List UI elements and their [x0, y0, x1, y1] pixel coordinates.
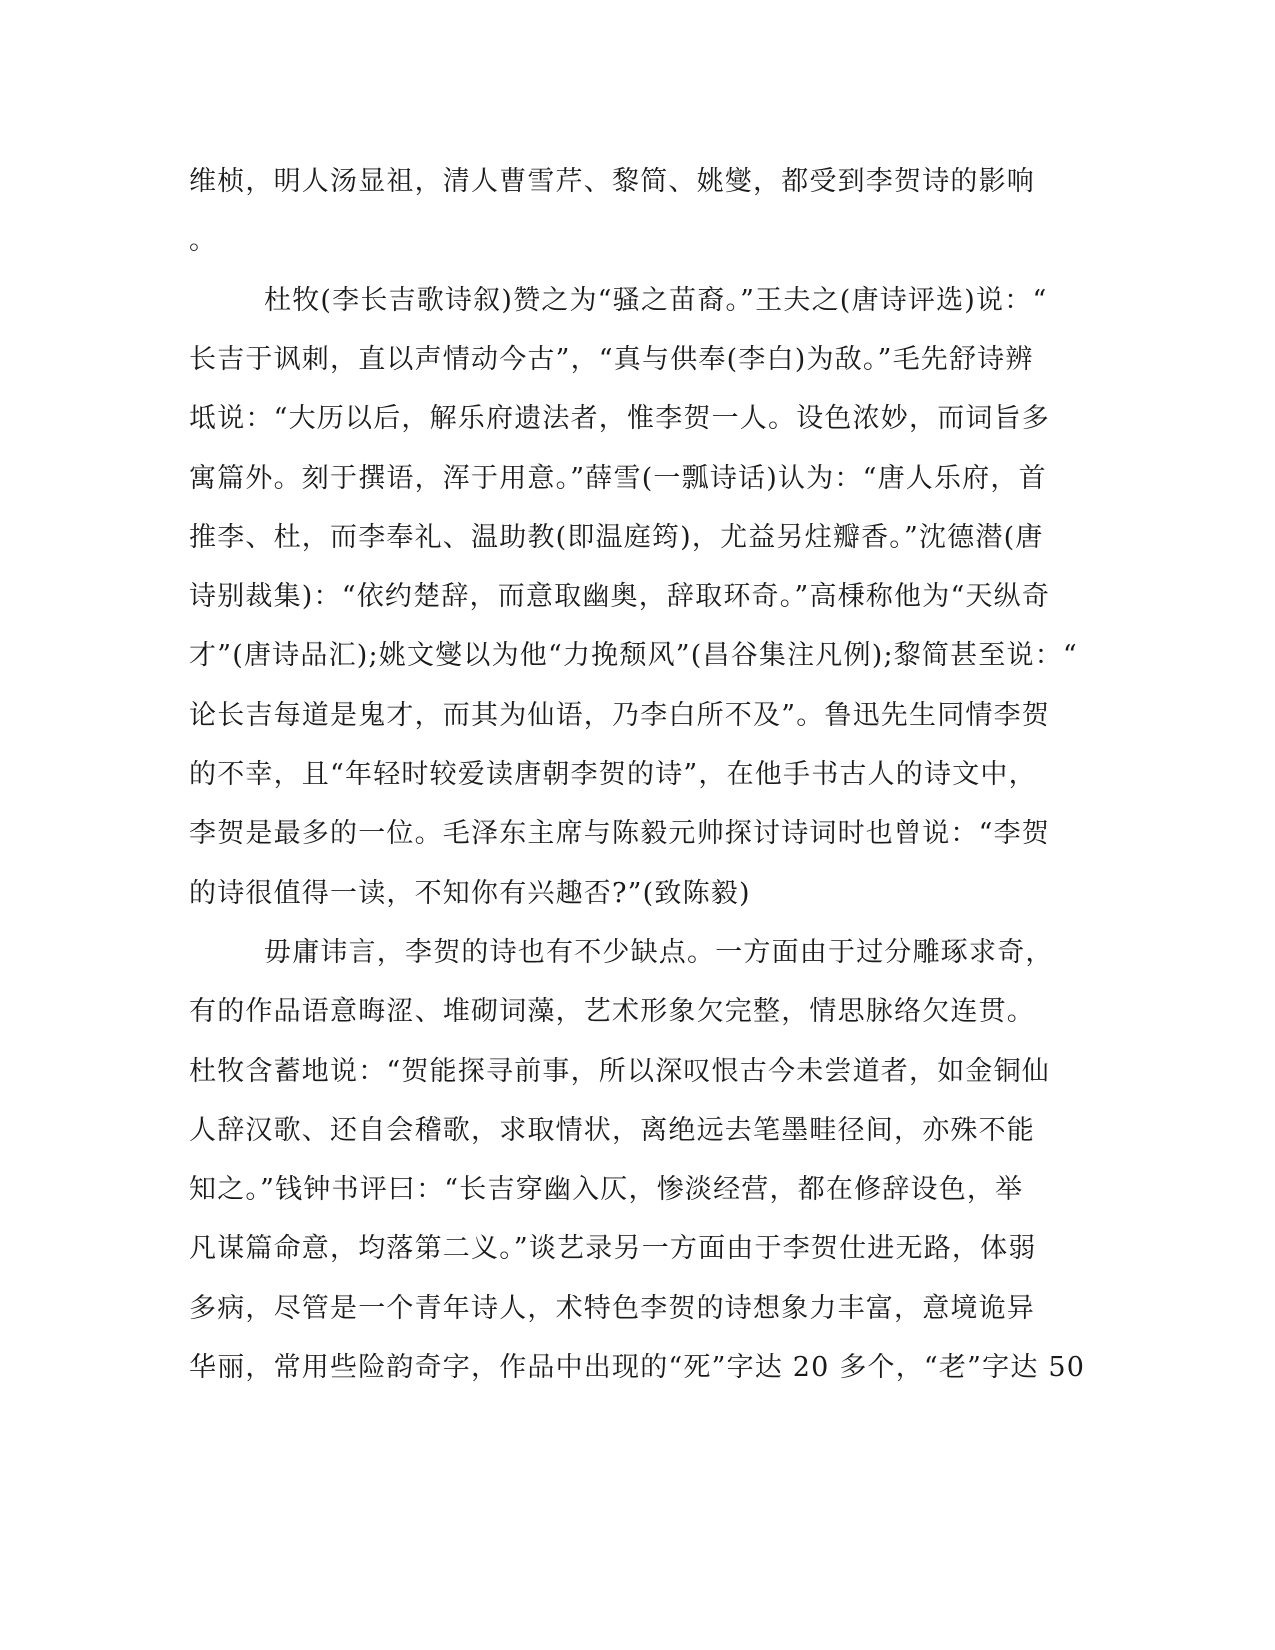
text-line: 多病，尽管是一个青年诗人，术特色李贺的诗想象力丰富，意境诡异	[189, 1293, 1035, 1324]
text-line: 寓篇外。刻于撰语，浑于用意。”薛雪(一瓢诗话)认为：“唐人乐府，首	[189, 463, 1047, 494]
text-line: 杜牧(李长吉歌诗叙)赞之为“骚之苗裔。”王夫之(唐诗评选)说：“	[264, 285, 1048, 316]
text-line: 凡谋篇命意，均落第二义。”谈艺录另一方面由于李贺仕进无路，体弱	[189, 1233, 1037, 1264]
text-line: 诗别裁集)：“依约楚辞，而意取幽奥，辞取环奇。”高棅称他为“天纵奇	[189, 581, 1051, 612]
text-line: 知之。”钱钟书评曰：“长吉穿幽入仄，惨淡经营，都在修辞设色，举	[189, 1174, 1024, 1205]
text-line: 坻说：“大历以后，解乐府遗法者，惟李贺一人。设色浓妙，而词旨多	[189, 403, 1051, 434]
text-line: 推李、杜，而李奉礼、温助教(即温庭筠)，尤益另炷瓣香。”沈德潜(唐	[189, 522, 1044, 553]
text-line: 华丽，常用些险韵奇字，作品中出现的“死”字达 20 多个，“老”字达 50	[189, 1352, 1086, 1383]
text-line: 。	[189, 225, 218, 256]
text-line: 的不幸，且“年轻时较爱读唐朝李贺的诗”，在他手书古人的诗文中，	[189, 759, 1037, 790]
text-line: 有的作品语意晦涩、堆砌词藻，艺术形象欠完整，情思脉络欠连贯。	[189, 996, 1035, 1027]
text-line: 才”(唐诗品汇);姚文燮以为他“力挽颓风”(昌谷集注凡例);黎简甚至说：“	[189, 640, 1078, 671]
text-line: 杜牧含蓄地说：“贺能探寻前事，所以深叹恨古今未尝道者，如金铜仙	[189, 1056, 1051, 1087]
text-line: 毋庸讳言，李贺的诗也有不少缺点。一方面由于过分雕琢求奇，	[264, 937, 1054, 968]
text-line: 的诗很值得一读，不知你有兴趣否?”(致陈毅)	[189, 878, 751, 909]
text-line: 人辞汉歌、还自会稽歌，求取情状，离绝远去笔墨畦径间，亦殊不能	[189, 1115, 1035, 1146]
text-line: 长吉于讽刺，直以声情动今古”，“真与供奉(李白)为敌。”毛先舒诗辨	[189, 344, 1034, 375]
text-line: 论长吉每道是鬼才，而其为仙语，乃李白所不及”。鲁迅先生同情李贺	[189, 700, 1051, 731]
text-line: 李贺是最多的一位。毛泽东主席与陈毅元帅探讨诗词时也曾说：“李贺	[189, 818, 1051, 849]
text-line: 维桢，明人汤显祖，清人曹雪芹、黎简、姚燮，都受到李贺诗的影响	[189, 166, 1035, 197]
